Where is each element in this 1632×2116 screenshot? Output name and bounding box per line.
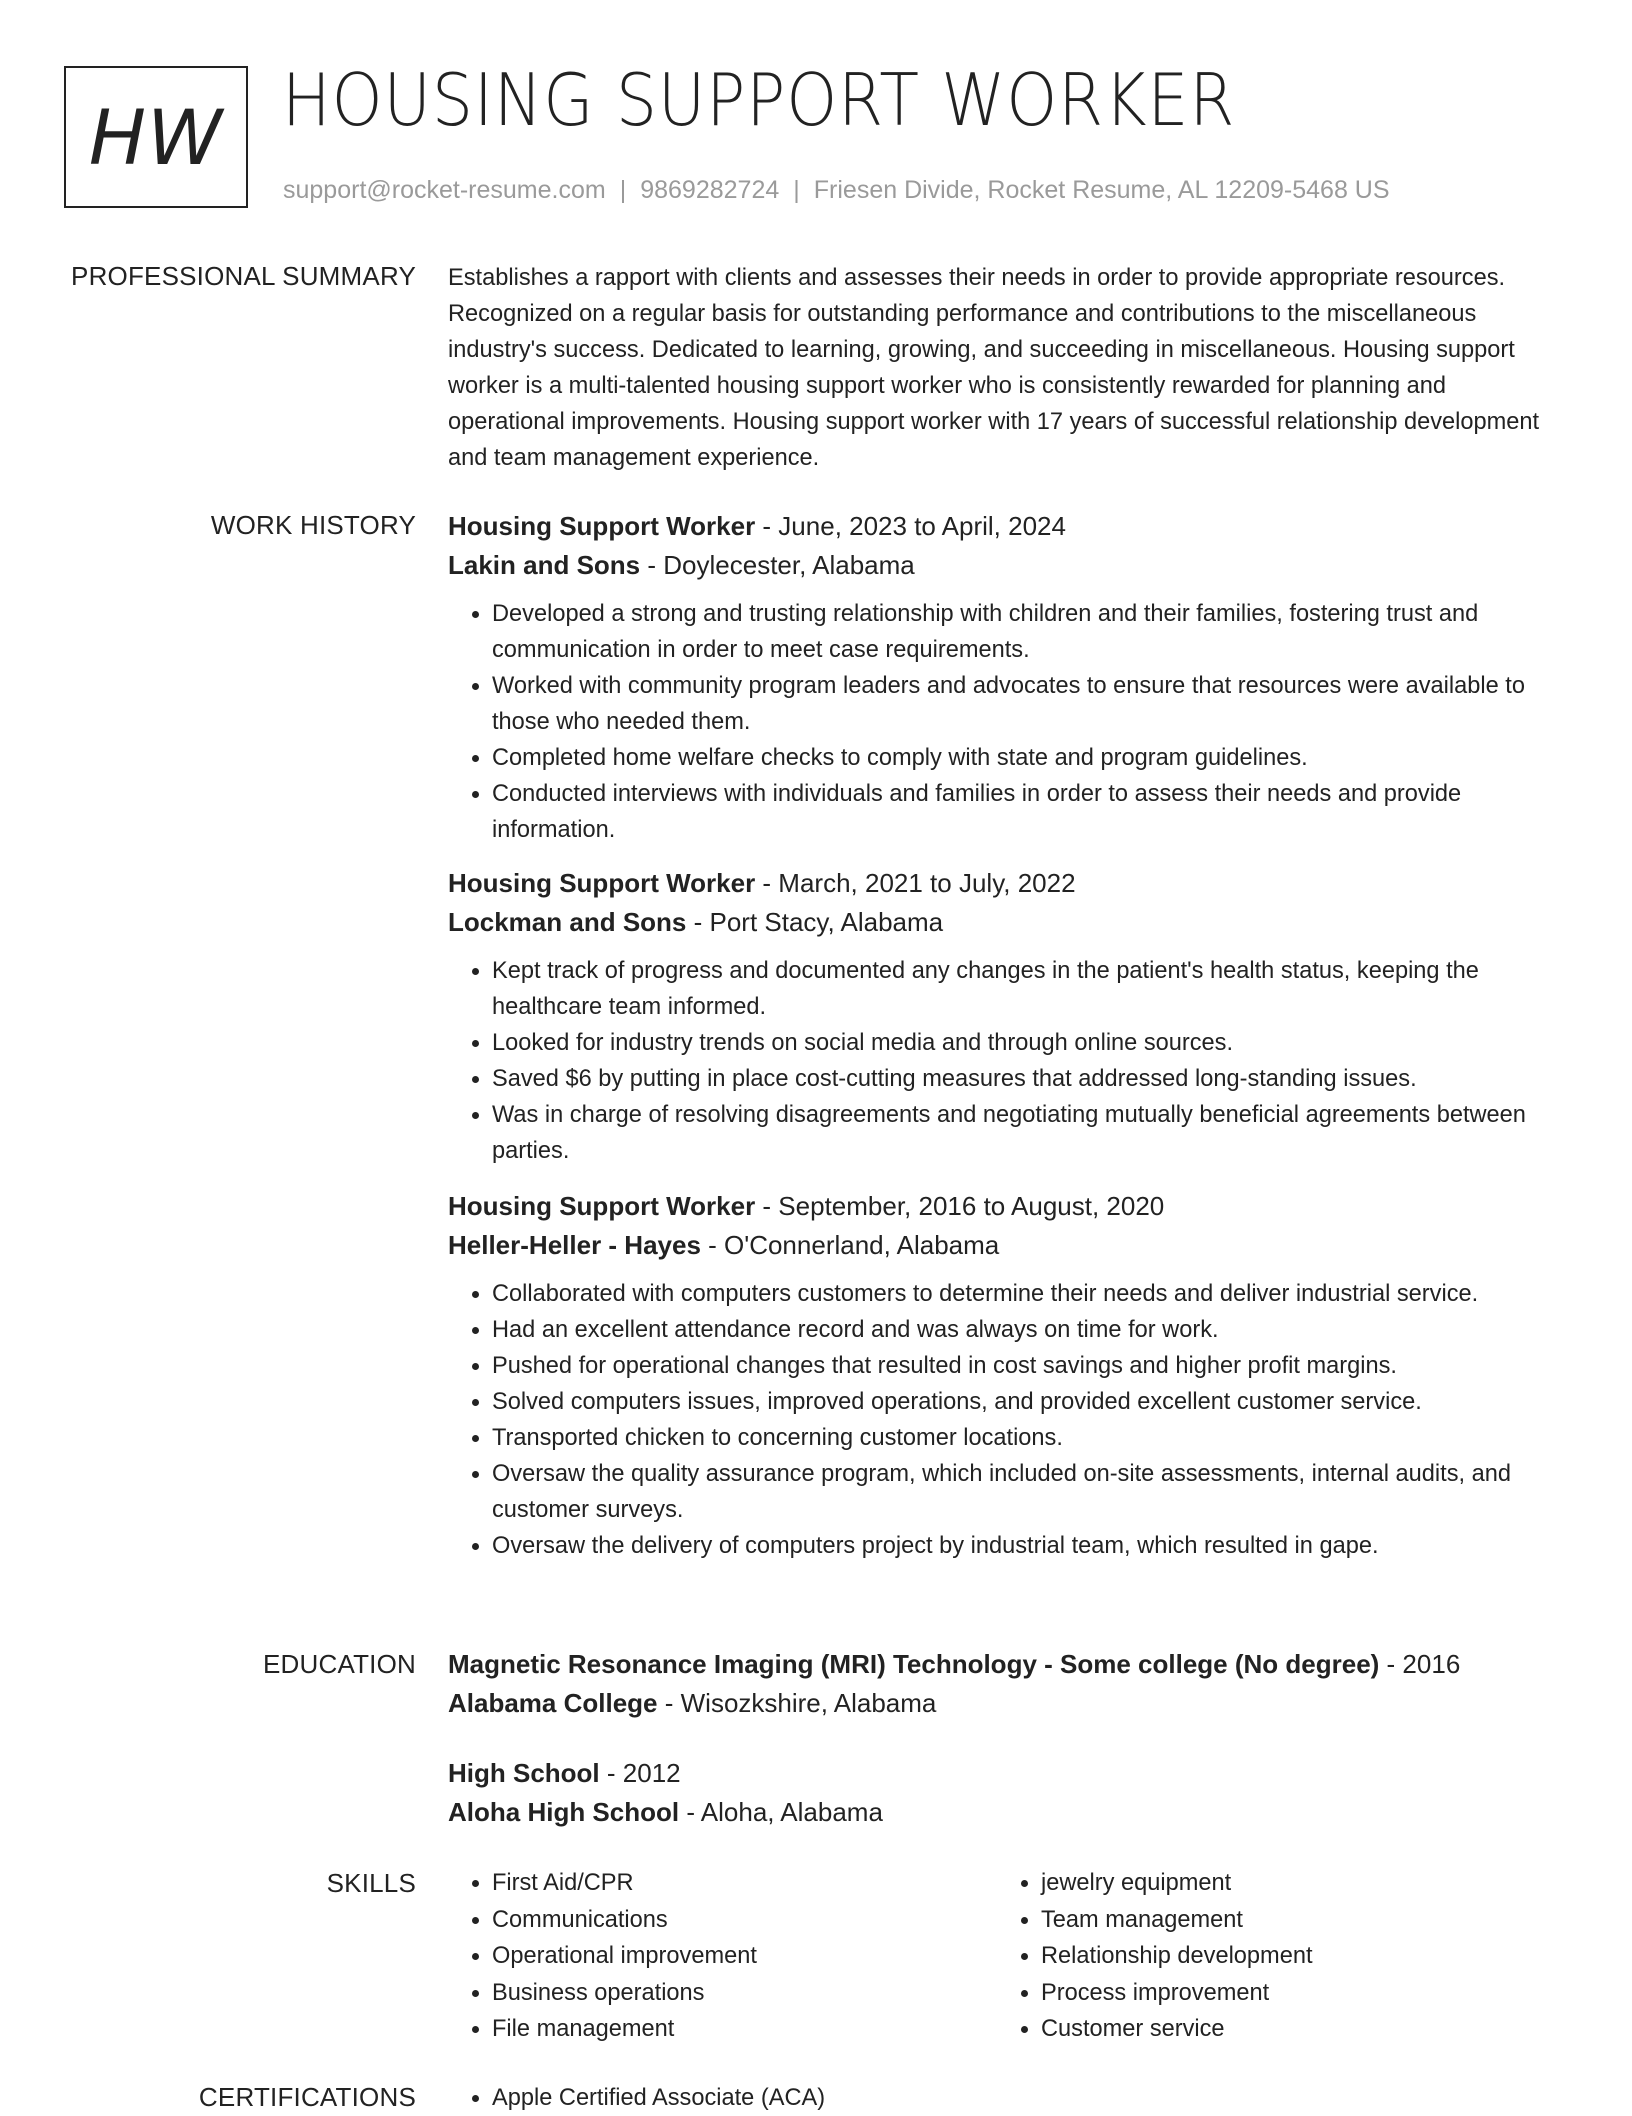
job-employer (448, 1226, 1568, 1265)
skills-section (448, 1865, 1568, 2048)
job-dates: - September, 2016 to August, 2020 (755, 1191, 1165, 1221)
job-bullet: • Oversaw the quality assurance program, which included on-site assessments, internal audits, and customer surveys. (492, 1456, 1568, 1528)
contact-line (283, 176, 1390, 205)
section-label-certifications: CERTIFICATIONS (198, 2082, 416, 2112)
job-entry (448, 1187, 1568, 1564)
education-degree: High School (448, 1758, 600, 1788)
education-school: Alabama College (448, 1688, 658, 1718)
education-degree: Magnetic Resonance Imaging (MRI) Technology - Some college (No degree) (448, 1649, 1380, 1679)
skill-item: • Team management (1041, 1902, 1546, 1939)
skill-item: • Operational improvement (492, 1938, 997, 1975)
job-employer (448, 903, 1568, 942)
skill-item: • jewelry equipment (1041, 1865, 1546, 1902)
section-label-skills: SKILLS (326, 1868, 416, 1898)
education-year: - 2012 (599, 1758, 681, 1788)
education-school-line (448, 1793, 1568, 1832)
job-heading (448, 507, 1568, 546)
education-year: - 2016 (1379, 1649, 1461, 1679)
section-label-work-history: WORK HISTORY (210, 510, 416, 540)
certifications-section (448, 2080, 1568, 2116)
job-bullet: • Saved $6 by putting in place cost-cutting measures that addressed long-standing issues. (492, 1061, 1568, 1097)
job-entry (448, 507, 1568, 848)
job-bullet: • Oversaw the delivery of computers project by industrial team, which resulted in gape. (492, 1528, 1568, 1564)
skills-grid (448, 1865, 1568, 2048)
certifications-list (448, 2080, 1568, 2116)
skills-column-right (997, 1865, 1546, 2048)
skill-item: • Communications (492, 1902, 997, 1939)
job-location: - O'Connerland, Alabama (700, 1230, 1000, 1260)
job-bullet: • Pushed for operational changes that resulted in cost savings and higher profit margins. (492, 1348, 1568, 1384)
monogram: HW (88, 92, 224, 182)
contact-email: support@rocket-resume.com (283, 176, 606, 204)
skill-item: • First Aid/CPR (492, 1865, 997, 1902)
education-list (448, 1645, 1568, 1832)
job-bullet: • Conducted interviews with individuals and families in order to assess their needs and provide information. (492, 776, 1568, 848)
skill-item: • Customer service (1041, 2011, 1546, 2048)
job-heading (448, 1187, 1568, 1226)
job-company: Heller-Heller - Hayes (448, 1230, 701, 1260)
job-bullet: • Worked with community program leaders and advocates to ensure that resources were available to those who needed them. (492, 668, 1568, 740)
education-heading (448, 1645, 1568, 1684)
skill-item: • Process improvement (1041, 1975, 1546, 2012)
job-company: Lakin and Sons (448, 550, 641, 580)
education-location: - Aloha, Alabama (679, 1797, 883, 1827)
job-bullet: • Collaborated with computers customers to determine their needs and deliver industrial service. (492, 1276, 1568, 1312)
job-location: - Doylecester, Alabama (640, 550, 915, 580)
education-location: - Wisozkshire, Alabama (657, 1688, 937, 1718)
job-location: - Port Stacy, Alabama (686, 907, 944, 937)
job-dates: - March, 2021 to July, 2022 (755, 868, 1076, 898)
job-bullets (448, 596, 1568, 848)
summary-text: Establishes a rapport with clients and assesses their needs in order to provide appropriate resources. Recognized on a regular basis for outstanding performance and contributions to the miscellaneous industry's success. Dedicated to learning, growing, and succeeding in miscellaneous. Housing support worker is a multi-talented housing support worker who is consistently rewarded for planning and operational improvements. Housing support worker with 17 years of successful relationship development and team management experience. (448, 265, 1540, 471)
page-title: HOUSING SUPPORT WORKER (282, 58, 1236, 142)
job-bullets (448, 953, 1568, 1169)
job-bullet: • Developed a strong and trusting relationship with children and their families, fostering trust and communication in order to meet case requirements. (492, 596, 1568, 668)
education-school: Aloha High School (448, 1797, 680, 1827)
job-title: Housing Support Worker (448, 868, 756, 898)
contact-phone: 9869282724 (640, 176, 780, 204)
work-history-section (448, 507, 1568, 1564)
job-bullet: • Had an excellent attendance record and was always on time for work. (492, 1312, 1568, 1348)
job-entry (448, 864, 1568, 1169)
contact-separator: | (619, 176, 627, 204)
job-dates: - June, 2023 to April, 2024 (755, 511, 1066, 541)
contact-separator: | (793, 176, 800, 204)
job-title: Housing Support Worker (448, 511, 756, 541)
section-label-summary: PROFESSIONAL SUMMARY (71, 261, 416, 291)
job-bullet: • Kept track of progress and documented any changes in the patient's health status, keeping the healthcare team informed. (492, 953, 1568, 1025)
job-bullet: • Solved computers issues, improved operations, and provided excellent customer service. (492, 1384, 1568, 1420)
job-employer (448, 546, 1568, 585)
section-label-education: EDUCATION (263, 1649, 416, 1679)
job-bullet: • Completed home welfare checks to comply with state and program guidelines. (492, 740, 1568, 776)
certification-item: • Apple Certified Associate (ACA) (492, 2080, 1568, 2116)
skill-item: • Business operations (492, 1975, 997, 2012)
job-bullet: • Transported chicken to concerning customer locations. (492, 1420, 1568, 1456)
summary-section (448, 260, 1568, 476)
job-bullet: • Was in charge of resolving disagreements and negotiating mutually beneficial agreements between parties. (492, 1097, 1568, 1169)
skills-column-left (448, 1865, 997, 2048)
job-title: Housing Support Worker (448, 1191, 756, 1221)
education-school-line (448, 1684, 1568, 1723)
job-list (448, 507, 1568, 1564)
contact-address: Friesen Divide, Rocket Resume, AL 12209-5468 US (813, 176, 1390, 204)
education-entry (448, 1754, 1568, 1832)
job-company: Lockman and Sons (448, 907, 687, 937)
skill-item: • File management (492, 2011, 997, 2048)
education-heading (448, 1754, 1568, 1793)
job-bullets (448, 1276, 1568, 1564)
monogram-box (64, 66, 248, 208)
skill-item: • Relationship development (1041, 1938, 1546, 1975)
job-heading (448, 864, 1568, 903)
education-entry (448, 1645, 1568, 1723)
education-section (448, 1645, 1568, 1832)
job-bullet: • Looked for industry trends on social media and through online sources. (492, 1025, 1568, 1061)
